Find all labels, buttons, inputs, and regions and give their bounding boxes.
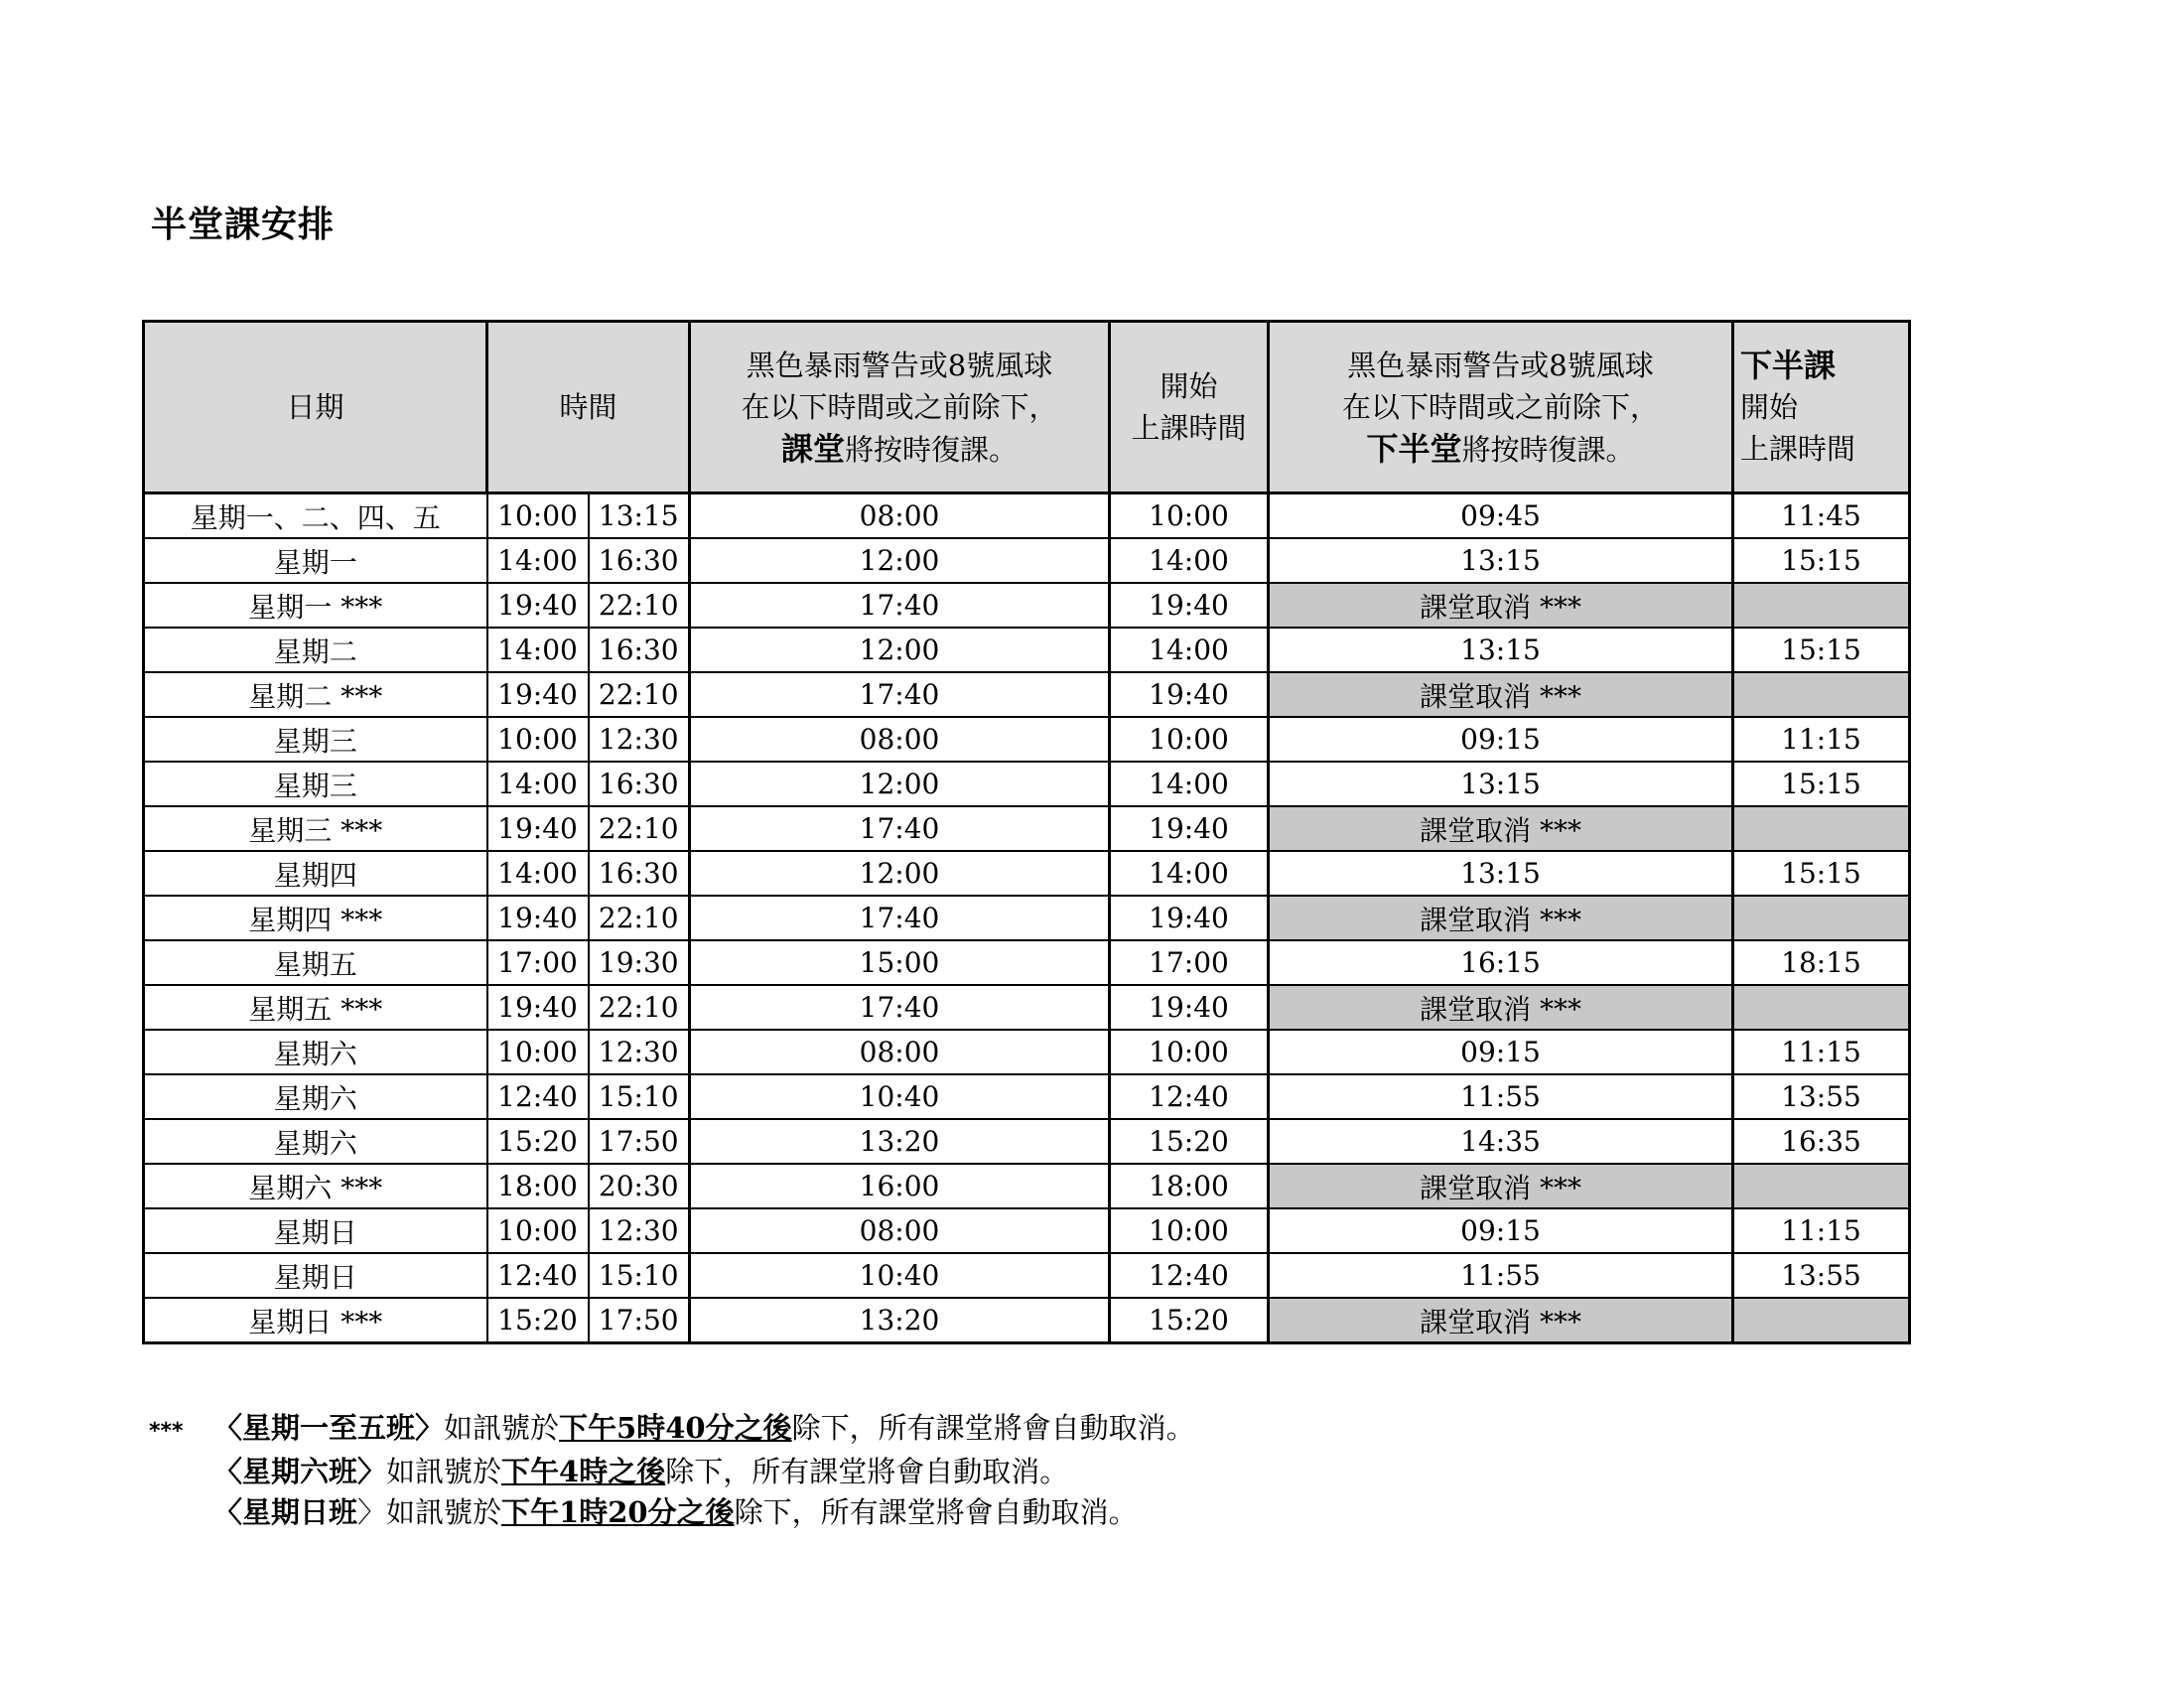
cell-start: 19:40 bbox=[1110, 985, 1269, 1030]
cell-day: 星期六 bbox=[144, 1119, 487, 1164]
table-row bbox=[144, 1119, 1910, 1164]
cell-half-start: 15:15 bbox=[1733, 762, 1910, 806]
header-resume-tail: 將按時復課。 bbox=[845, 432, 1019, 467]
table-row bbox=[144, 1074, 1910, 1119]
cell-half-start: 11:15 bbox=[1733, 1208, 1910, 1253]
table-row bbox=[144, 1208, 1910, 1253]
header-resume-line1: 黑色暴雨警告或8號風球 bbox=[746, 348, 1053, 382]
cell-time-from: 19:40 bbox=[487, 806, 589, 851]
cell-time-to: 16:30 bbox=[589, 538, 690, 583]
note-sunday-label: 〈星期日班 bbox=[213, 1495, 358, 1529]
cell-time-from: 19:40 bbox=[487, 896, 589, 940]
cell-time-from: 15:20 bbox=[487, 1298, 589, 1343]
header-half-bold: 下半堂 bbox=[1366, 429, 1462, 468]
cell-start: 14:00 bbox=[1110, 762, 1269, 806]
cell-cancel: 課堂取消 *** bbox=[1269, 583, 1733, 628]
cell-start: 10:00 bbox=[1110, 1208, 1269, 1253]
table-row bbox=[144, 493, 1910, 539]
footnotes bbox=[149, 1408, 1195, 1533]
cell-time-to: 12:30 bbox=[589, 717, 690, 762]
cell-half-resume: 09:15 bbox=[1269, 717, 1733, 762]
cell-half-start: 11:45 bbox=[1733, 493, 1910, 539]
cell-resume: 12:00 bbox=[690, 851, 1110, 896]
cell-day: 星期六 bbox=[144, 1074, 487, 1119]
note-sunday-time: 下午1時20分之後 bbox=[501, 1495, 735, 1529]
header-start-line2: 上課時間 bbox=[1131, 411, 1247, 445]
cell-time-from: 10:00 bbox=[487, 1030, 589, 1074]
cell-start: 19:40 bbox=[1110, 583, 1269, 628]
cell-start: 19:40 bbox=[1110, 806, 1269, 851]
cell-half-start: 11:15 bbox=[1733, 717, 1910, 762]
cell-resume: 13:20 bbox=[690, 1119, 1110, 1164]
table-row bbox=[144, 672, 1910, 717]
cell-half-start: 15:15 bbox=[1733, 851, 1910, 896]
cell-time-from: 12:40 bbox=[487, 1074, 589, 1119]
cell-day: 星期四 *** bbox=[144, 896, 487, 940]
cell-time-to: 17:50 bbox=[589, 1298, 690, 1343]
note-saturday-pre: 如訊號於 bbox=[386, 1455, 502, 1488]
cell-half-start-empty bbox=[1733, 672, 1910, 717]
note-weekday-post: 除下，所有課堂將會自動取消。 bbox=[791, 1411, 1195, 1445]
cell-time-to: 16:30 bbox=[589, 851, 690, 896]
cell-half-resume: 09:15 bbox=[1269, 1030, 1733, 1074]
cell-resume: 08:00 bbox=[690, 717, 1110, 762]
cell-half-start: 11:15 bbox=[1733, 1030, 1910, 1074]
cell-day: 星期一、二、四、五 bbox=[144, 493, 487, 539]
cell-resume: 08:00 bbox=[690, 1208, 1110, 1253]
cell-day: 星期一 bbox=[144, 538, 487, 583]
note-sunday-close: 〉 bbox=[357, 1495, 387, 1529]
cell-start: 12:40 bbox=[1110, 1253, 1269, 1298]
note-saturday-post: 除下，所有課堂將會自動取消。 bbox=[665, 1455, 1069, 1488]
cell-time-from: 19:40 bbox=[487, 985, 589, 1030]
cell-time-from: 18:00 bbox=[487, 1164, 589, 1208]
schedule-table bbox=[142, 320, 1911, 1344]
table-row bbox=[144, 1164, 1910, 1208]
table-row bbox=[144, 940, 1910, 985]
schedule-body bbox=[144, 493, 1910, 1343]
cell-time-to: 22:10 bbox=[589, 583, 690, 628]
header-start bbox=[1110, 322, 1269, 493]
cell-resume: 15:00 bbox=[690, 940, 1110, 985]
cell-time-to: 13:15 bbox=[589, 493, 690, 539]
table-row bbox=[144, 985, 1910, 1030]
note-weekday-time: 下午5時40分之後 bbox=[559, 1411, 792, 1445]
cell-half-resume: 09:15 bbox=[1269, 1208, 1733, 1253]
header-half-start bbox=[1733, 322, 1910, 493]
cell-resume: 17:40 bbox=[690, 985, 1110, 1030]
note-sunday-pre: 如訊號於 bbox=[386, 1495, 502, 1529]
cell-time-to: 22:10 bbox=[589, 672, 690, 717]
cell-start: 19:40 bbox=[1110, 896, 1269, 940]
cell-day: 星期日 bbox=[144, 1253, 487, 1298]
table-row bbox=[144, 538, 1910, 583]
cell-day: 星期六 bbox=[144, 1030, 487, 1074]
cell-resume: 17:40 bbox=[690, 583, 1110, 628]
cell-resume: 16:00 bbox=[690, 1164, 1110, 1208]
cell-cancel: 課堂取消 *** bbox=[1269, 806, 1733, 851]
cell-half-start: 16:35 bbox=[1733, 1119, 1910, 1164]
cell-time-to: 22:10 bbox=[589, 896, 690, 940]
cell-half-resume: 13:15 bbox=[1269, 538, 1733, 583]
cell-half-start: 15:15 bbox=[1733, 628, 1910, 672]
cell-start: 12:40 bbox=[1110, 1074, 1269, 1119]
note-weekday-pre: 如訊號於 bbox=[444, 1411, 560, 1445]
cell-day: 星期三 bbox=[144, 762, 487, 806]
cell-time-from: 10:00 bbox=[487, 1208, 589, 1253]
table-row bbox=[144, 583, 1910, 628]
cell-time-from: 10:00 bbox=[487, 493, 589, 539]
cell-half-resume: 13:15 bbox=[1269, 851, 1733, 896]
header-start-line1: 開始 bbox=[1160, 369, 1218, 403]
table-row bbox=[144, 628, 1910, 672]
table-row bbox=[144, 1030, 1910, 1074]
table-row bbox=[144, 1298, 1910, 1343]
cell-half-start: 15:15 bbox=[1733, 538, 1910, 583]
cell-time-from: 12:40 bbox=[487, 1253, 589, 1298]
cell-half-resume: 11:55 bbox=[1269, 1074, 1733, 1119]
cell-half-resume: 11:55 bbox=[1269, 1253, 1733, 1298]
header-resume-line2: 在以下時間或之前除下， bbox=[741, 389, 1058, 424]
cell-time-to: 15:10 bbox=[589, 1253, 690, 1298]
cell-time-to: 22:10 bbox=[589, 806, 690, 851]
cell-half-start: 18:15 bbox=[1733, 940, 1910, 985]
cell-half-resume: 14:35 bbox=[1269, 1119, 1733, 1164]
header-resume-bold: 課堂 bbox=[781, 429, 846, 468]
cell-time-from: 17:00 bbox=[487, 940, 589, 985]
cell-resume: 10:40 bbox=[690, 1074, 1110, 1119]
cell-day: 星期六 *** bbox=[144, 1164, 487, 1208]
cell-time-to: 12:30 bbox=[589, 1030, 690, 1074]
table-row bbox=[144, 717, 1910, 762]
header-resume-line3 bbox=[697, 428, 1102, 471]
cell-start: 10:00 bbox=[1110, 493, 1269, 539]
cell-start: 15:20 bbox=[1110, 1119, 1269, 1164]
cell-time-from: 14:00 bbox=[487, 538, 589, 583]
note-sunday bbox=[149, 1492, 1195, 1533]
cell-day: 星期一 *** bbox=[144, 583, 487, 628]
cell-resume: 08:00 bbox=[690, 493, 1110, 539]
header-time: 時間 bbox=[487, 322, 690, 493]
cell-time-to: 19:30 bbox=[589, 940, 690, 985]
table-row bbox=[144, 806, 1910, 851]
cell-time-from: 10:00 bbox=[487, 717, 589, 762]
cell-half-start-empty bbox=[1733, 583, 1910, 628]
cell-day: 星期日 *** bbox=[144, 1298, 487, 1343]
cell-time-from: 14:00 bbox=[487, 851, 589, 896]
cell-resume: 17:40 bbox=[690, 896, 1110, 940]
note-weekday-label: 〈星期一至五班〉 bbox=[213, 1411, 445, 1445]
header-half-line2: 在以下時間或之前除下， bbox=[1342, 389, 1660, 424]
cell-half-start-empty bbox=[1733, 1298, 1910, 1343]
cell-day: 星期二 bbox=[144, 628, 487, 672]
cell-day: 星期三 bbox=[144, 717, 487, 762]
header-half-start-bold: 下半課 bbox=[1740, 347, 1837, 384]
table-row bbox=[144, 1253, 1910, 1298]
cell-cancel: 課堂取消 *** bbox=[1269, 985, 1733, 1030]
cell-resume: 12:00 bbox=[690, 538, 1110, 583]
cell-half-start-empty bbox=[1733, 1164, 1910, 1208]
header-half-tail: 將按時復課。 bbox=[1461, 432, 1635, 467]
table-row bbox=[144, 896, 1910, 940]
cell-time-from: 15:20 bbox=[487, 1119, 589, 1164]
cell-day: 星期三 *** bbox=[144, 806, 487, 851]
cell-start: 19:40 bbox=[1110, 672, 1269, 717]
cell-resume: 08:00 bbox=[690, 1030, 1110, 1074]
cell-resume: 12:00 bbox=[690, 762, 1110, 806]
note-saturday-label: 〈星期六班〉 bbox=[213, 1455, 387, 1488]
cell-resume: 10:40 bbox=[690, 1253, 1110, 1298]
cell-resume: 12:00 bbox=[690, 628, 1110, 672]
cell-time-from: 14:00 bbox=[487, 762, 589, 806]
cell-cancel: 課堂取消 *** bbox=[1269, 1298, 1733, 1343]
page-title: 半堂課安排 bbox=[151, 205, 336, 245]
cell-day: 星期日 bbox=[144, 1208, 487, 1253]
cell-half-start-empty bbox=[1733, 896, 1910, 940]
header-date: 日期 bbox=[144, 322, 487, 493]
header-half-start-line2: 開始 bbox=[1740, 390, 1799, 424]
cell-cancel: 課堂取消 *** bbox=[1269, 1164, 1733, 1208]
cell-time-from: 19:40 bbox=[487, 583, 589, 628]
cell-time-to: 12:30 bbox=[589, 1208, 690, 1253]
cell-time-from: 14:00 bbox=[487, 628, 589, 672]
header-half-resume bbox=[1269, 322, 1733, 493]
cell-start: 14:00 bbox=[1110, 628, 1269, 672]
cell-day: 星期四 bbox=[144, 851, 487, 896]
cell-resume: 17:40 bbox=[690, 806, 1110, 851]
cell-start: 10:00 bbox=[1110, 717, 1269, 762]
header-half-line3 bbox=[1276, 428, 1725, 471]
table-row bbox=[144, 851, 1910, 896]
cell-half-resume: 09:45 bbox=[1269, 493, 1733, 539]
cell-time-to: 20:30 bbox=[589, 1164, 690, 1208]
note-saturday bbox=[149, 1452, 1195, 1492]
header-resume bbox=[690, 322, 1110, 493]
cell-half-resume: 13:15 bbox=[1269, 628, 1733, 672]
cell-day: 星期五 bbox=[144, 940, 487, 985]
cell-time-to: 17:50 bbox=[589, 1119, 690, 1164]
note-marker: *** bbox=[149, 1419, 184, 1444]
note-weekday bbox=[149, 1408, 1195, 1452]
cell-time-to: 15:10 bbox=[589, 1074, 690, 1119]
note-sunday-post: 除下，所有課堂將會自動取消。 bbox=[734, 1495, 1138, 1529]
cell-start: 10:00 bbox=[1110, 1030, 1269, 1074]
note-saturday-time: 下午4時之後 bbox=[501, 1455, 666, 1488]
cell-cancel: 課堂取消 *** bbox=[1269, 896, 1733, 940]
cell-time-to: 22:10 bbox=[589, 985, 690, 1030]
header-half-start-line3: 上課時間 bbox=[1740, 432, 1856, 466]
cell-start: 15:20 bbox=[1110, 1298, 1269, 1343]
cell-half-start: 13:55 bbox=[1733, 1253, 1910, 1298]
cell-day: 星期二 *** bbox=[144, 672, 487, 717]
cell-half-start-empty bbox=[1733, 806, 1910, 851]
cell-half-resume: 16:15 bbox=[1269, 940, 1733, 985]
cell-time-to: 16:30 bbox=[589, 762, 690, 806]
cell-start: 18:00 bbox=[1110, 1164, 1269, 1208]
table-row bbox=[144, 762, 1910, 806]
cell-start: 14:00 bbox=[1110, 851, 1269, 896]
cell-half-start-empty bbox=[1733, 985, 1910, 1030]
cell-time-from: 19:40 bbox=[487, 672, 589, 717]
cell-half-start: 13:55 bbox=[1733, 1074, 1910, 1119]
cell-resume: 13:20 bbox=[690, 1298, 1110, 1343]
cell-time-to: 16:30 bbox=[589, 628, 690, 672]
cell-start: 17:00 bbox=[1110, 940, 1269, 985]
header-half-line1: 黑色暴雨警告或8號風球 bbox=[1347, 348, 1654, 382]
cell-resume: 17:40 bbox=[690, 672, 1110, 717]
table-header-row bbox=[144, 322, 1910, 493]
cell-half-resume: 13:15 bbox=[1269, 762, 1733, 806]
cell-start: 14:00 bbox=[1110, 538, 1269, 583]
cell-day: 星期五 *** bbox=[144, 985, 487, 1030]
cell-cancel: 課堂取消 *** bbox=[1269, 672, 1733, 717]
